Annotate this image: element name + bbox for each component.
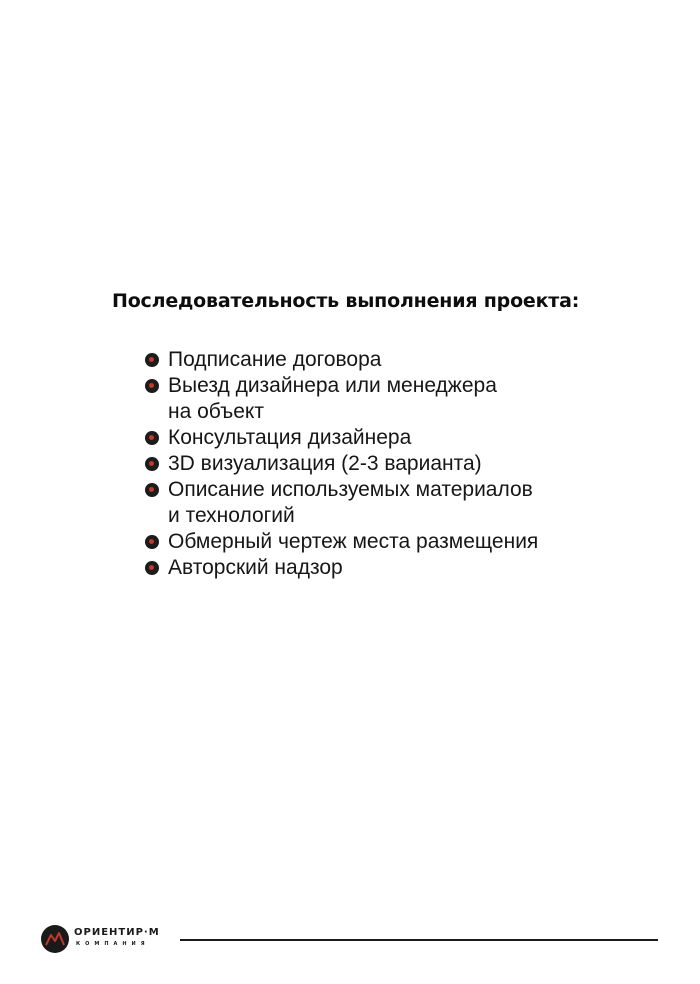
- list-item-label: 3D визуализация (2-3 варианта): [168, 452, 482, 475]
- list-item-label: Описание используемых материалов: [168, 478, 533, 501]
- list-bullet-icon: [145, 561, 159, 575]
- list-item: [145, 529, 538, 555]
- list-bullet-icon: [145, 535, 159, 549]
- company-name: ОРИЕНТИР·М: [74, 927, 160, 938]
- list-item: [145, 425, 538, 451]
- list-item-label: Консультация дизайнера: [168, 426, 412, 449]
- list-item: [145, 555, 538, 581]
- list-item-label-continued: и технологий: [168, 504, 295, 527]
- list-item-label: Выезд дизайнера или менеджера: [168, 374, 497, 397]
- footer-divider: [180, 939, 658, 941]
- list-item: [145, 451, 538, 477]
- list-bullet-icon: [145, 483, 159, 497]
- list-bullet-icon: [145, 353, 159, 367]
- project-steps-list: [145, 347, 538, 581]
- list-item-label: Обмерный чертеж места размещения: [168, 530, 539, 553]
- page-title: Последовательность выполнения проекта:: [112, 290, 580, 312]
- list-item-label-continued: на объект: [168, 400, 264, 423]
- list-item-label: Авторский надзор: [168, 556, 343, 579]
- company-subtitle: КОМПАНИЯ: [76, 941, 150, 947]
- page-footer: [40, 924, 660, 956]
- list-item: [145, 477, 538, 529]
- list-item: [145, 373, 538, 425]
- mountain-logo-icon: [40, 924, 70, 954]
- list-bullet-icon: [145, 457, 159, 471]
- list-bullet-icon: [145, 379, 159, 393]
- list-item: [145, 347, 538, 373]
- list-item-label: Подписание договора: [168, 348, 382, 371]
- list-bullet-icon: [145, 431, 159, 445]
